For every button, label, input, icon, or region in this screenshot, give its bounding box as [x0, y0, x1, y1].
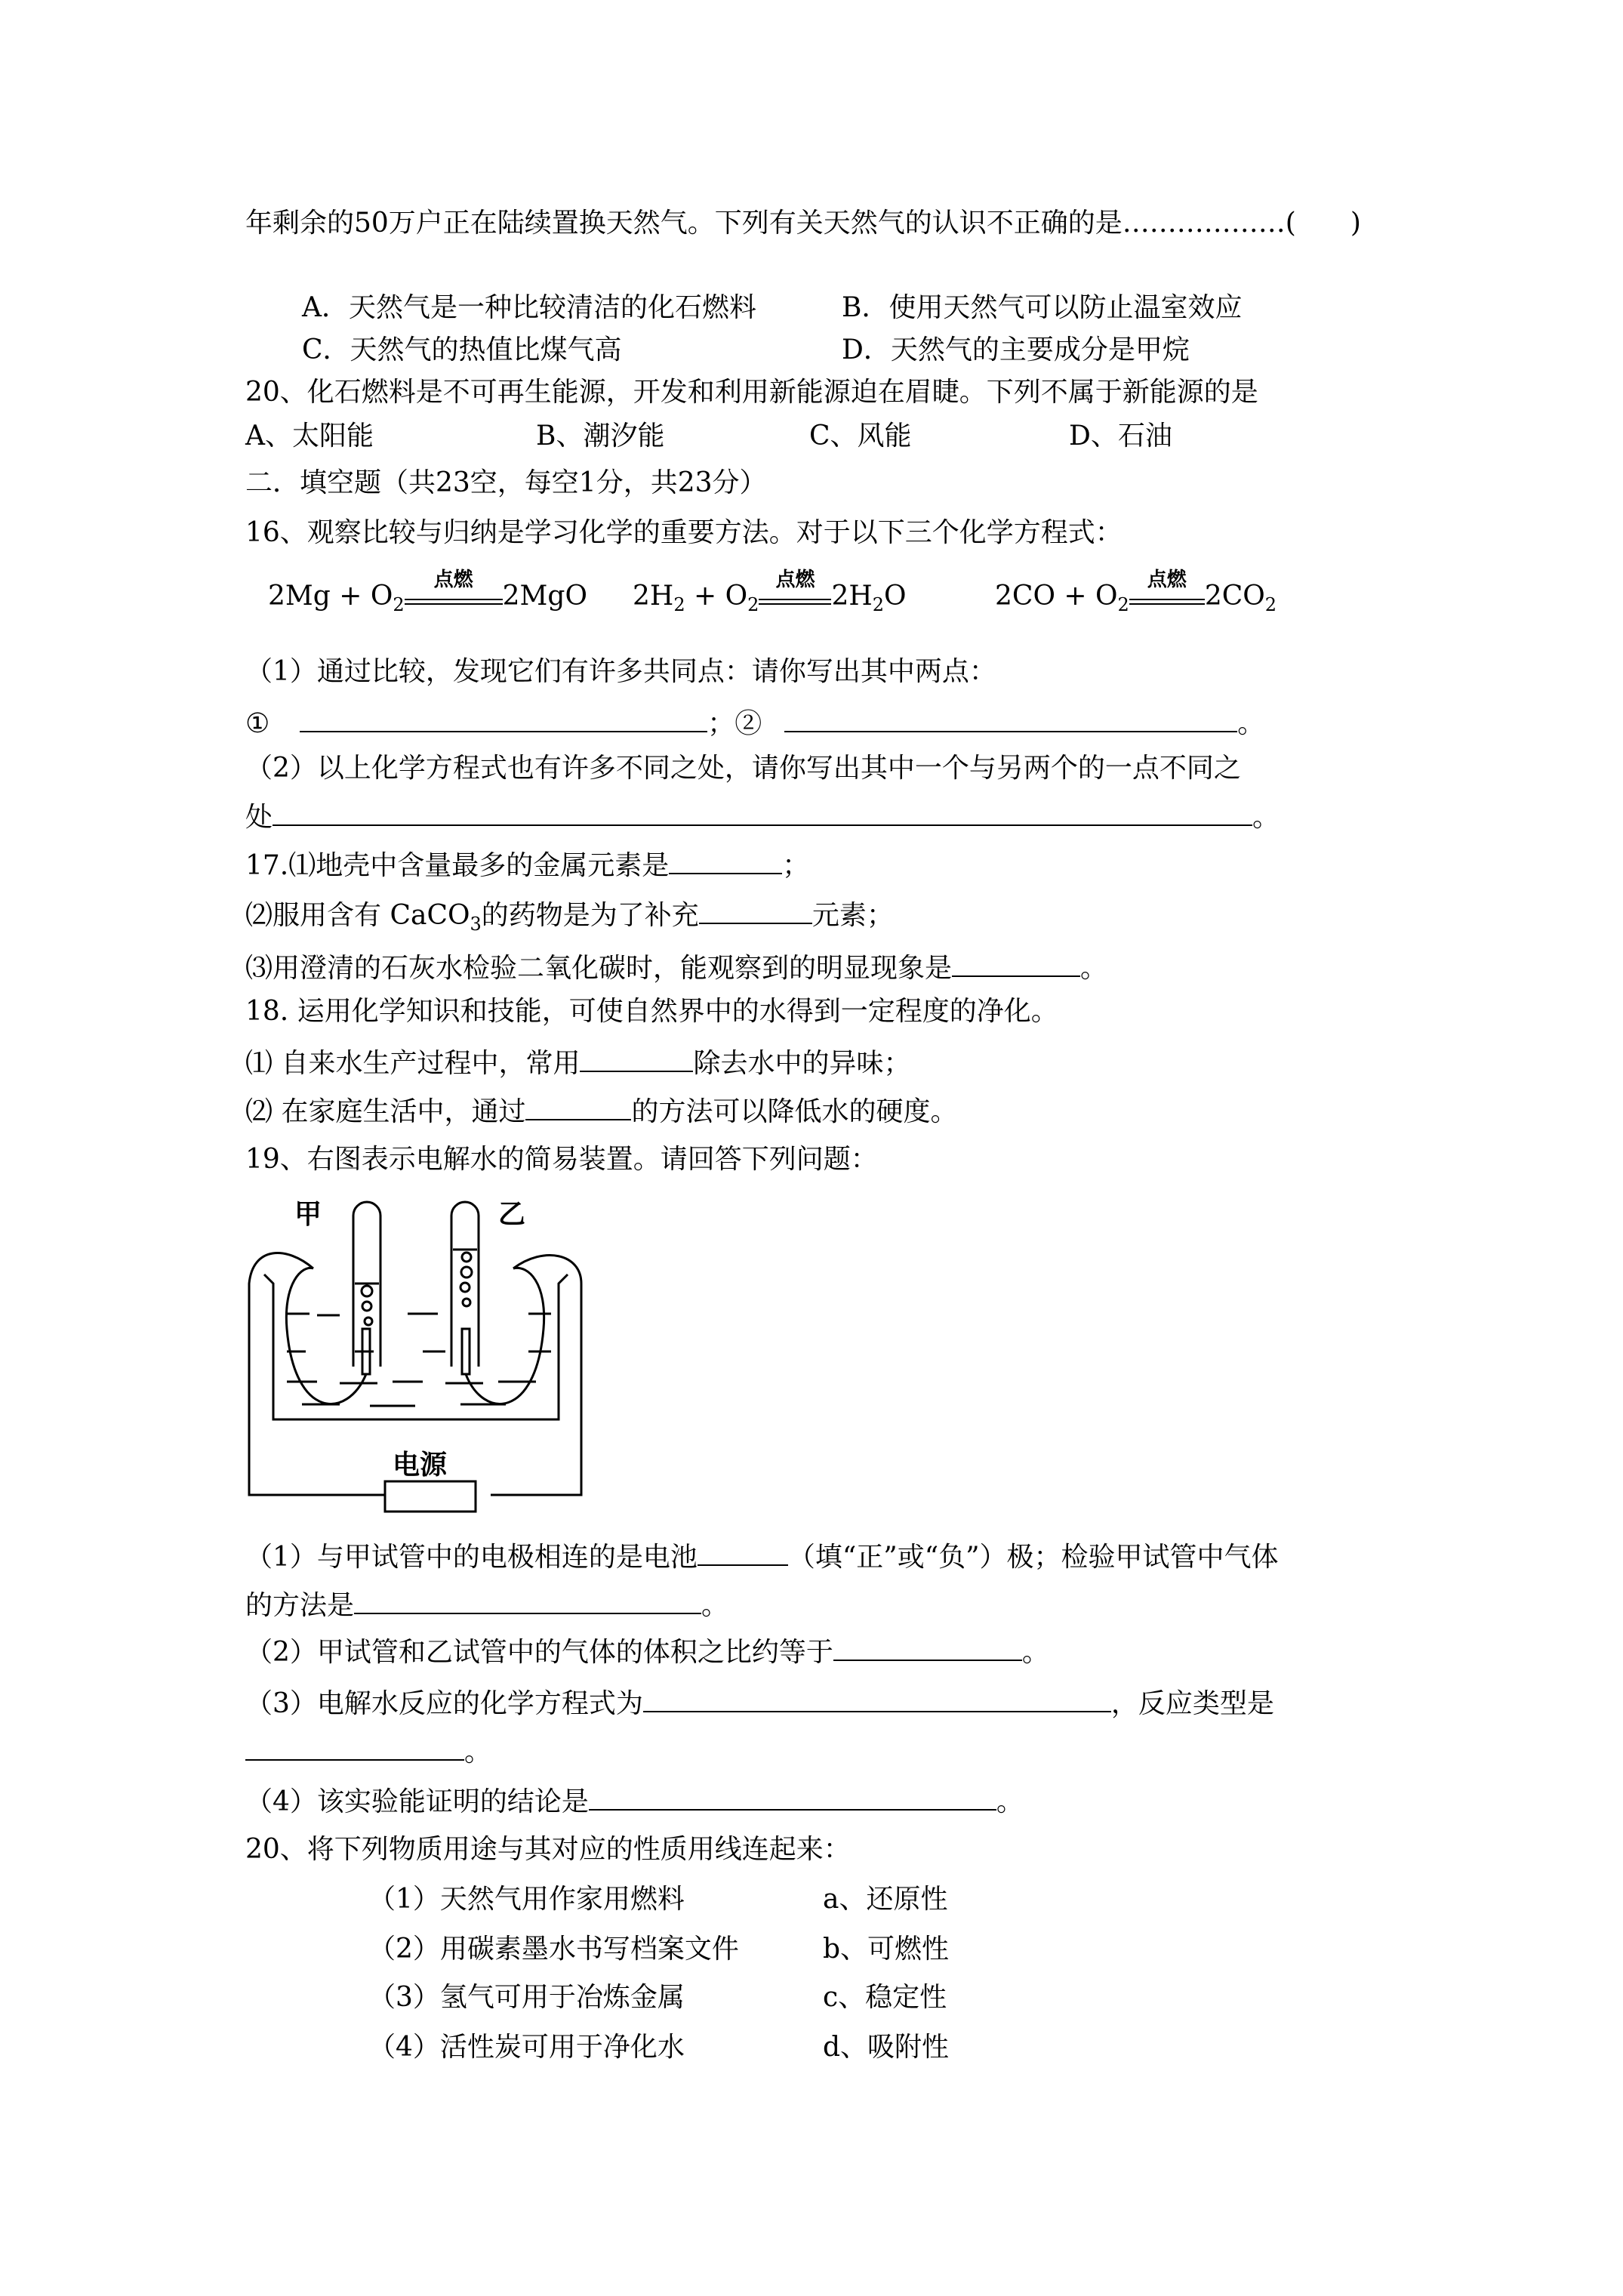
power-supply-icon — [385, 1481, 476, 1512]
q20-option-d: D、石油 — [1069, 421, 1172, 451]
use-item: （2）用碳素墨水书写档案文件 — [368, 1934, 739, 1965]
q16-part2: （2）以上化学方程式也有许多不同之处，请你写出其中一个与另两个的一点不同之 — [245, 753, 1241, 784]
q19-stem: 19、右图表示电解水的简易装置。请回答下列问题： — [245, 1144, 878, 1175]
q18-line2: ⑵ 在家庭生活中，通过 的方法可以降低水的硬度。 — [245, 1096, 958, 1127]
q20-option-b: B、潮汐能 — [536, 421, 665, 451]
answer-blank[interactable] — [580, 1048, 693, 1072]
label-yi: 乙 — [498, 1199, 526, 1230]
q20-stem: 20、化石燃料是不可再生能源，开发和利用新能源迫在眉睫。下列不属于新能源的是 — [245, 377, 1258, 408]
q16-part2-cont: 处 。 — [245, 802, 1280, 833]
answer-blank[interactable] — [525, 1096, 631, 1120]
q19-part2: （2）甲试管和乙试管中的气体的体积之比约等于 。 — [245, 1637, 1049, 1668]
q17-line2: ⑵服用含有 CaCO$_3$的药物是为了补充 元素； — [245, 900, 894, 935]
option-a: A．天然气是一种比较清洁的化石燃料 — [302, 292, 756, 323]
answer-blank[interactable] — [300, 708, 707, 732]
equation-3: $2CO + O_2$ 点燃 $2CO_2$ — [995, 569, 1277, 615]
equation-1: $2Mg + O_2$ 点燃 2MgO — [268, 569, 587, 615]
use-item: （1）天然气用作家用燃料 — [368, 1884, 685, 1915]
reaction-condition: 点燃 — [405, 594, 503, 605]
q20-option-c: C、风能 — [809, 421, 912, 451]
q16-part1: （1）通过比较，发现它们有许多共同点：请你写出其中两点： — [245, 656, 996, 687]
option-c: C．天然气的热值比煤气高 — [302, 334, 622, 365]
q18-stem: 18. 运用化学知识和技能，可使自然界中的水得到一定程度的净化。 — [245, 996, 1058, 1027]
property-item[interactable]: c、稳定性 — [823, 1982, 947, 2013]
q16-stem: 16、观察比较与归纳是学习化学的重要方法。对于以下三个化学方程式： — [245, 517, 1123, 548]
q17-line1: 17.⑴地壳中含量最多的金属元素是 ； — [245, 850, 810, 881]
reaction-condition: 点燃 — [1129, 594, 1205, 605]
question-intro: 年剩余的50万户正在陆续置换天然气。下列有关天然气的认识不正确的是………………( ) — [245, 208, 1361, 239]
option-b: B．使用天然气可以防止温室效应 — [842, 292, 1243, 323]
answer-blank[interactable] — [698, 1542, 788, 1566]
q17-line3: ⑶用澄清的石灰水检验二氧化碳时，能观察到的明显现象是 。 — [245, 953, 1108, 984]
answer-blank[interactable] — [589, 1786, 996, 1811]
q19-part3: （3）电解水反应的化学方程式为 ，反应类型是 — [245, 1688, 1274, 1719]
q19-part1: （1）与甲试管中的电极相连的是电池 （填“正”或“负”）极；检验甲试管中气体 — [245, 1542, 1279, 1573]
test-tube-yi — [451, 1202, 479, 1367]
answer-blank[interactable] — [245, 1737, 464, 1761]
use-item: （4）活性炭可用于净化水 — [368, 2032, 685, 2063]
section-heading: 二．填空题（共23空，每空1分，共23分） — [245, 467, 767, 498]
use-item: （3）氢气可用于冶炼金属 — [368, 1982, 685, 2013]
reaction-condition: 点燃 — [759, 594, 831, 605]
answer-blank[interactable] — [784, 708, 1237, 732]
answer-blank[interactable] — [643, 1688, 1111, 1712]
beaker — [264, 1274, 568, 1419]
answer-blank[interactable] — [669, 850, 782, 874]
q19-part1-cont: 的方法是 。 — [245, 1590, 729, 1621]
q16-part1-answers: ① ；② 。 — [245, 708, 1265, 739]
equation-2: $2H_2 + O_2$ 点燃 $2H_2O$ — [633, 569, 907, 615]
q20-option-a: A、太阳能 — [245, 421, 374, 451]
electrolysis-apparatus-diagram — [242, 1193, 589, 1525]
property-item[interactable]: a、还原性 — [823, 1884, 948, 1915]
property-item[interactable]: b、可燃性 — [823, 1934, 950, 1965]
answer-blank[interactable] — [833, 1637, 1022, 1661]
q18-line1: ⑴ 自来水生产过程中，常用 除去水中的异味； — [245, 1048, 911, 1079]
q20b-stem: 20、将下列物质用途与其对应的性质用线连起来： — [245, 1834, 851, 1865]
answer-blank[interactable] — [952, 953, 1080, 977]
wire — [491, 1256, 581, 1495]
option-d: D．天然气的主要成分是甲烷 — [842, 334, 1190, 365]
label-jia: 甲 — [294, 1199, 322, 1230]
q19-part4: （4）该实验能证明的结论是 。 — [245, 1786, 1024, 1817]
q19-part3-cont: 。 — [245, 1737, 491, 1766]
property-item[interactable]: d、吸附性 — [823, 2032, 950, 2063]
label-power-supply: 电源 — [393, 1450, 448, 1481]
answer-blank[interactable] — [699, 900, 812, 924]
answer-blank[interactable] — [354, 1590, 701, 1614]
answer-blank[interactable] — [273, 802, 1252, 826]
